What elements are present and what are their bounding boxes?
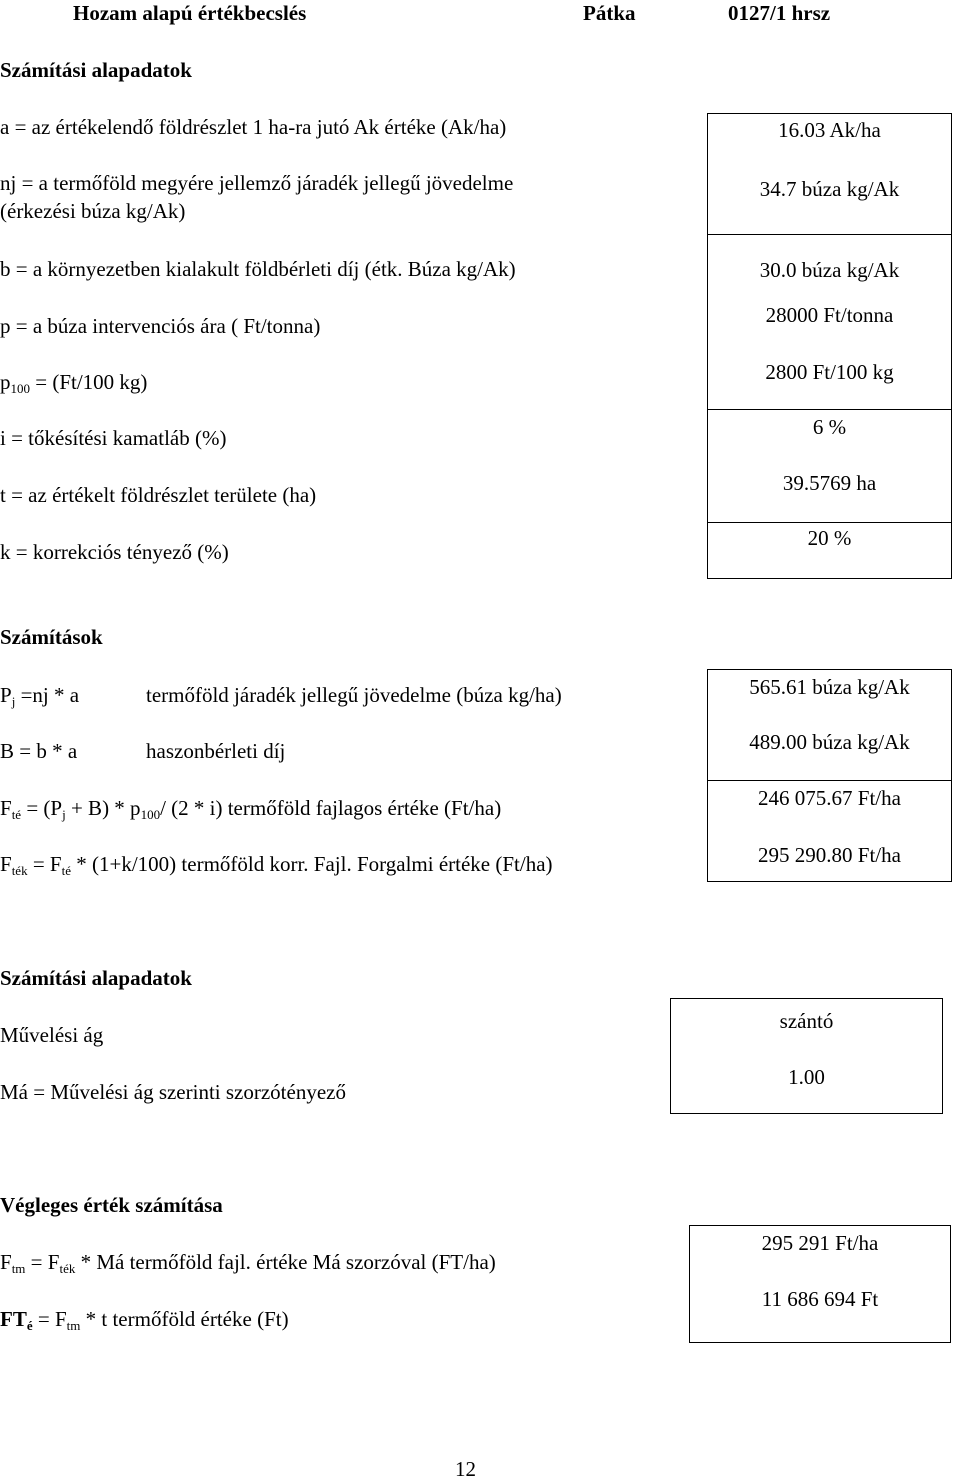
value-cultivation-factor: 1.00 [788,1065,825,1089]
divider [707,409,952,410]
label-p: p = a búza intervenciós ára ( Ft/tonna) [0,314,321,338]
label-nj: nj = a termőföld megyére jellemző járadék jellegű jövedelme [0,171,514,195]
formula-ftm: $F_{tm} = F_{ték}$ * Má termőföld fajl. értéke Má szorzóval (FT/ha) [0,1250,496,1276]
label-k: k = korrekciós tényező (%) [0,540,229,564]
value-fte: 246 075.67 Ft/ha [758,786,901,810]
document-title: Hozam alapú értékbecslés [73,1,307,25]
desc-b: haszonbérleti díj [146,739,286,763]
value-cultivation-branch: szántó [779,1009,834,1033]
formula-fte: $F_{té} = (P_j + B) * p_{100}/$ (2 * i) termőföld fajlagos értéke (Ft/ha) [0,796,502,822]
parcel-number: 0127/1 hrsz [728,1,831,25]
label-a: a = az értékelendő földrészlet 1 ha-ra jutó Ak értéke (Ak/ha) [0,115,507,139]
formula-pj: $P_j =nj * a$ [0,683,80,709]
value-a: 16.03 Ak/ha [778,118,881,142]
value-p100: 2800 Ft/100 kg [765,360,894,384]
value-pj: 565.61 búza kg/Ak [749,675,910,699]
value-k: 20 % [807,526,852,550]
value-ftek: 295 290.80 Ft/ha [758,843,901,867]
section-heading-calculations: Számítások [0,625,103,649]
place-name: Pátka [583,1,636,25]
label-cultivation-factor: Má = Művelési ág szerinti szorzótényező [0,1080,346,1104]
section-heading-base-data: Számítási alapadatok [0,58,192,82]
label-i: i = tőkésítési kamatláb (%) [0,426,227,450]
divider [707,522,952,523]
formula-ftek: $F_{ték} = F_{té} * (1+k/100)$ termőföld korr. Fajl. Forgalmi értéke (Ft/ha) [0,852,553,878]
label-nj-unit: (érkezési búza kg/Ak) [0,199,186,223]
value-fte-final: 11 686 694 Ft [761,1287,879,1311]
value-b-calc: 489.00 búza kg/Ak [749,730,910,754]
label-p100: $p_{100} = (Ft/100$ kg) [0,370,148,396]
label-b: b = a környezetben kialakult földbérleti díj (étk. Búza kg/Ak) [0,257,516,281]
value-i: 6 % [812,415,847,439]
value-b: 30.0 búza kg/Ak [759,258,900,282]
section-heading-final-value: Végleges érték számítása [0,1193,223,1217]
value-p: 28000 Ft/tonna [765,303,894,327]
label-t: t = az értékelt földrészlet területe (ha) [0,483,317,507]
value-t: 39.5769 ha [782,471,877,495]
page-number: 12 [455,1457,476,1481]
value-ftm: 295 291 Ft/ha [761,1231,879,1255]
formula-fte-final: $FT_é = F_{tm} * t$ termőföld értéke (Ft) [0,1307,289,1333]
divider [707,234,952,235]
desc-pj: termőföld járadék jellegű jövedelme (búza kg/ha) [146,683,562,707]
label-cultivation-branch: Művelési ág [0,1023,104,1047]
formula-b: B = b * a [0,739,78,763]
divider [707,780,952,781]
section-heading-cultivation: Számítási alapadatok [0,966,192,990]
value-nj: 34.7 búza kg/Ak [759,177,900,201]
